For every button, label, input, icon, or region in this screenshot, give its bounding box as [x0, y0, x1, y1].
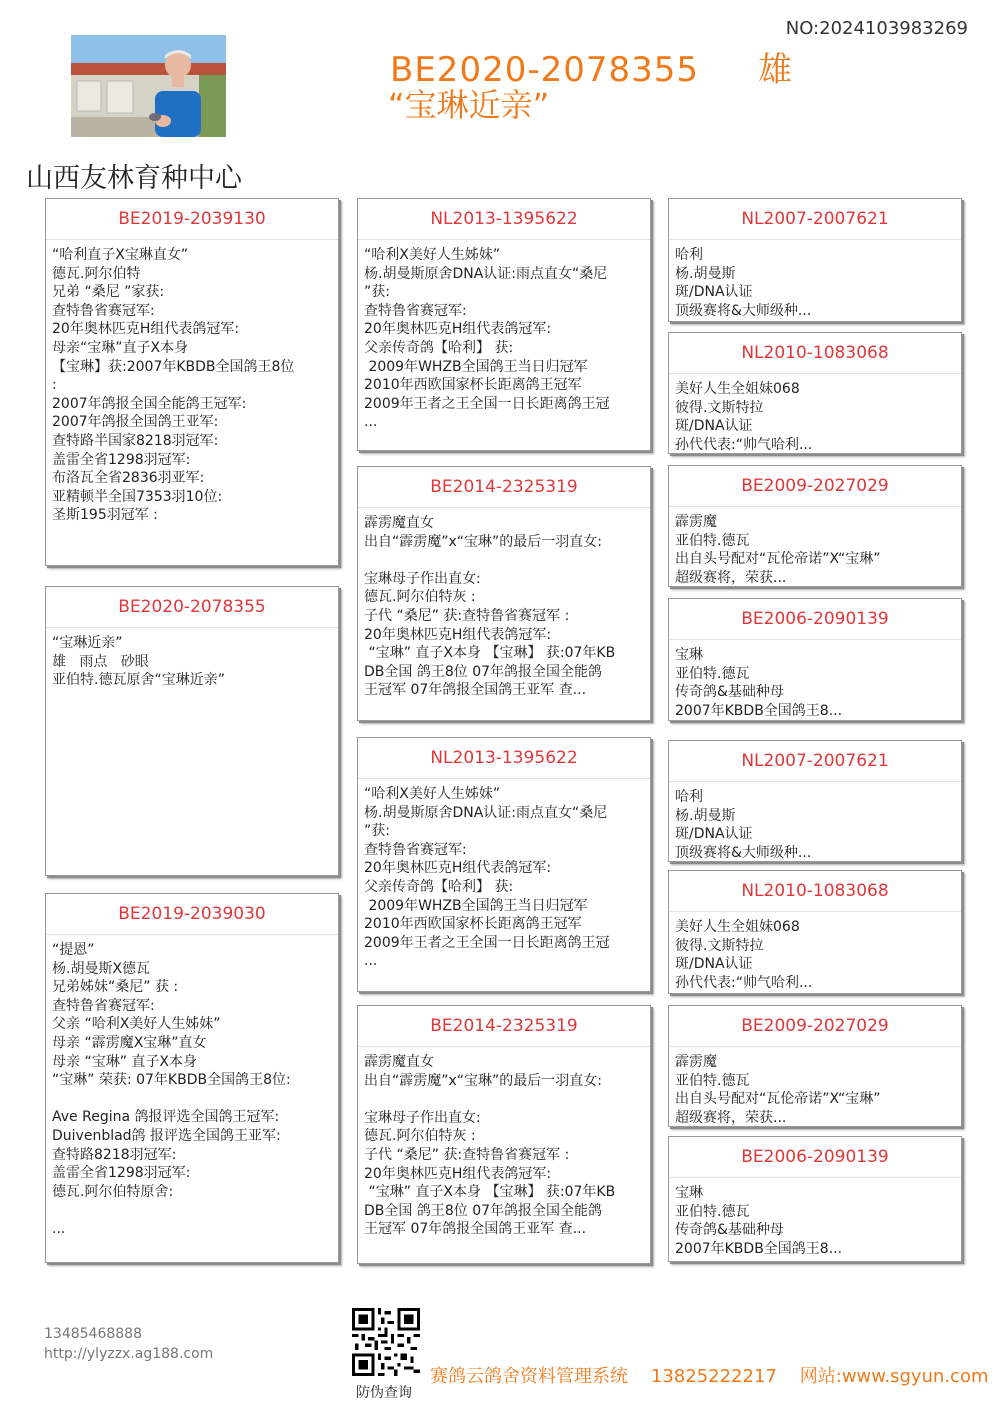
ring-number: NL2007-2007621	[669, 741, 961, 782]
loft-name: 山西友林育种中心	[26, 163, 242, 194]
title-ring: BE2020-2078355	[390, 50, 700, 90]
system-phone: 13825222217	[650, 1366, 777, 1387]
qr-code[interactable]	[352, 1308, 420, 1376]
pedigree-card-dam-sire	[357, 737, 651, 992]
pedigree-note: 宝琳 亚伯特.德瓦 传奇鸽&基础种母 2007年KBDB全国鸽王8...	[675, 1185, 843, 1257]
pedigree-note: 宝琳 亚伯特.德瓦 传奇鸽&基础种母 2007年KBDB全国鸽王8...	[675, 647, 843, 719]
system-name: 赛鸽云鸽舍资料管理系统	[430, 1366, 628, 1387]
ring-number: BE2014-2325319	[358, 1006, 650, 1047]
pedigree-note: 美好人生全姐妹068 彼得.文斯特拉 斑/DNA认证 孙代代表:“帅气哈利...	[675, 381, 813, 453]
ring-number: BE2019-2039130	[46, 199, 338, 240]
pedigree-card-g3-3	[668, 465, 962, 587]
pedigree-note: “提恩” 杨.胡曼斯X德瓦 兄弟姊妹“桑尼” 获 : 查特鲁省赛冠军: 父亲 “哈利X美好人生姊妹” 母亲 “霹雳魔X宝琳”直女 母亲 “宝琳” 直子X本身 “宝琳” 荣获: 07年KBDB全国鸽王8位: Ave Regina 鸽报评选全国鸽王冠军: Duivenblad鸽 报评选全国鸽王亚军: 查特路8218羽冠军: 盖雷全省1298羽冠军: 德瓦.阿尔伯特原舍: ...	[52, 942, 291, 1237]
pedigree-card-g3-4	[668, 598, 962, 721]
system-website[interactable]: 网站:www.sgyun.com	[799, 1366, 989, 1387]
qr-label: 防伪查询	[356, 1385, 412, 1401]
pedigree-card-g3-5	[668, 740, 962, 862]
footer-phone: 13485468888	[44, 1326, 142, 1342]
ring-number: BE2009-2027029	[669, 466, 961, 507]
pedigree-note: “哈利X美好人生姊妹” 杨.胡曼斯原舍DNA认证:雨点直女“桑尼 ”获: 查特鲁省赛冠军: 20年奥林匹克H组代表鸽冠军: 父亲传奇鸽【哈利】 获: 2009年WHZB全国鸽王当日归冠军 2010年西欧国家杯长距离鸽王冠军 2009年王者之王全国一日长距离鸽王冠 ...	[364, 247, 610, 431]
title-pigeon-name: “宝琳近亲”	[388, 86, 550, 124]
ring-number: BE2014-2325319	[358, 467, 650, 508]
pedigree-note: 霹雳魔直女 出自“霹雳魔”x“宝琳”的最后一羽直女: 宝琳母子作出直女: 德瓦.阿尔伯特灰 : 子代 “桑尼” 获:查特鲁省赛冠军 : 20年奥林匹克H组代表鸽冠军: “宝琳” 直子X本身 【宝琳】 获:07年KB DB全国 鸽王8位 07年鸽报全国全能鸽 王冠军 07年鸽报全国鸽王亚军 查...	[364, 1054, 616, 1238]
ring-number: BE2019-2039030	[46, 894, 338, 935]
ring-number: NL2007-2007621	[669, 199, 961, 240]
title-sex: 雄	[758, 50, 794, 90]
pedigree-card-g3-6	[668, 870, 962, 994]
system-footer	[430, 1362, 989, 1388]
ring-number: NL2013-1395622	[358, 199, 650, 240]
pedigree-note: 哈利 杨.胡曼斯 斑/DNA认证 顶级赛将&大师级种...	[675, 789, 812, 861]
pedigree-card-g3-8	[668, 1136, 962, 1262]
pedigree-note: 美好人生全姐妹068 彼得.文斯特拉 斑/DNA认证 孙代代表:“帅气哈利...	[675, 919, 813, 991]
pedigree-card-subject	[45, 586, 339, 876]
pedigree-card-sire-dam	[357, 466, 651, 721]
ring-number: BE2006-2090139	[669, 1137, 961, 1178]
pedigree-card-sire-sire	[357, 198, 651, 451]
pedigree-card-sire	[45, 198, 339, 566]
ring-number: BE2009-2027029	[669, 1006, 961, 1047]
pedigree-note: “哈利X美好人生姊妹” 杨.胡曼斯原舍DNA认证:雨点直女“桑尼 ”获: 查特鲁省赛冠军: 20年奥林匹克H组代表鸽冠军: 父亲传奇鸽【哈利】 获: 2009年WHZB全国鸽王当日归冠军 2010年西欧国家杯长距离鸽王冠军 2009年王者之王全国一日长距离鸽王冠 ...	[364, 786, 610, 970]
ring-number: BE2006-2090139	[669, 599, 961, 640]
pedigree-card-dam	[45, 893, 339, 1263]
ring-number: NL2013-1395622	[358, 738, 650, 779]
ring-number: NL2010-1083068	[669, 871, 961, 912]
footer-url[interactable]: http://ylyzzx.ag188.com	[44, 1346, 214, 1362]
document-number: NO:2024103983269	[785, 18, 968, 39]
pedigree-note: 哈利 杨.胡曼斯 斑/DNA认证 顶级赛将&大师级种...	[675, 247, 812, 319]
pedigree-card-g3-1	[668, 198, 962, 322]
pedigree-note: 霹雳魔 亚伯特.德瓦 出自头号配对“瓦伦帝诺”X“宝琳” 超级赛将，荣获...	[675, 1054, 881, 1126]
pedigree-card-dam-dam	[357, 1005, 651, 1264]
owner-photo	[71, 35, 226, 137]
pedigree-card-g3-7	[668, 1005, 962, 1127]
ring-number: NL2010-1083068	[669, 333, 961, 374]
pedigree-note: “哈利直子X宝琳直女” 德瓦.阿尔伯特 兄弟 “桑尼 ”家获: 查特鲁省赛冠军: 20年奥林匹克H组代表鸽冠军: 母亲“宝琳”直子X本身 【宝琳】获:2007年KBDB全国鸽王8位 : 2007年鸽报全国全能鸽王冠军: 2007年鸽报全国鸽王亚军: 查特路半国家8218羽冠军: 盖雷全省1298羽冠军: 布洛瓦全省2836羽亚军: 亚精顿半全国7353羽10位: 圣斯195羽冠军 :	[52, 247, 295, 524]
pedigree-note: 霹雳魔直女 出自“霹雳魔”x“宝琳”的最后一羽直女: 宝琳母子作出直女: 德瓦.阿尔伯特灰 : 子代 “桑尼” 获:查特鲁省赛冠军 : 20年奥林匹克H组代表鸽冠军: “宝琳” 直子X本身 【宝琳】 获:07年KB DB全国 鸽王8位 07年鸽报全国全能鸽 王冠军 07年鸽报全国鸽王亚军 查...	[364, 515, 616, 699]
pedigree-note: “宝琳近亲” 雄 雨点 砂眼 亚伯特.德瓦原舍“宝琳近亲”	[52, 635, 225, 689]
ring-number: BE2020-2078355	[46, 587, 338, 628]
pedigree-note: 霹雳魔 亚伯特.德瓦 出自头号配对“瓦伦帝诺”X“宝琳” 超级赛将，荣获...	[675, 514, 881, 586]
pedigree-card-g3-2	[668, 332, 962, 454]
